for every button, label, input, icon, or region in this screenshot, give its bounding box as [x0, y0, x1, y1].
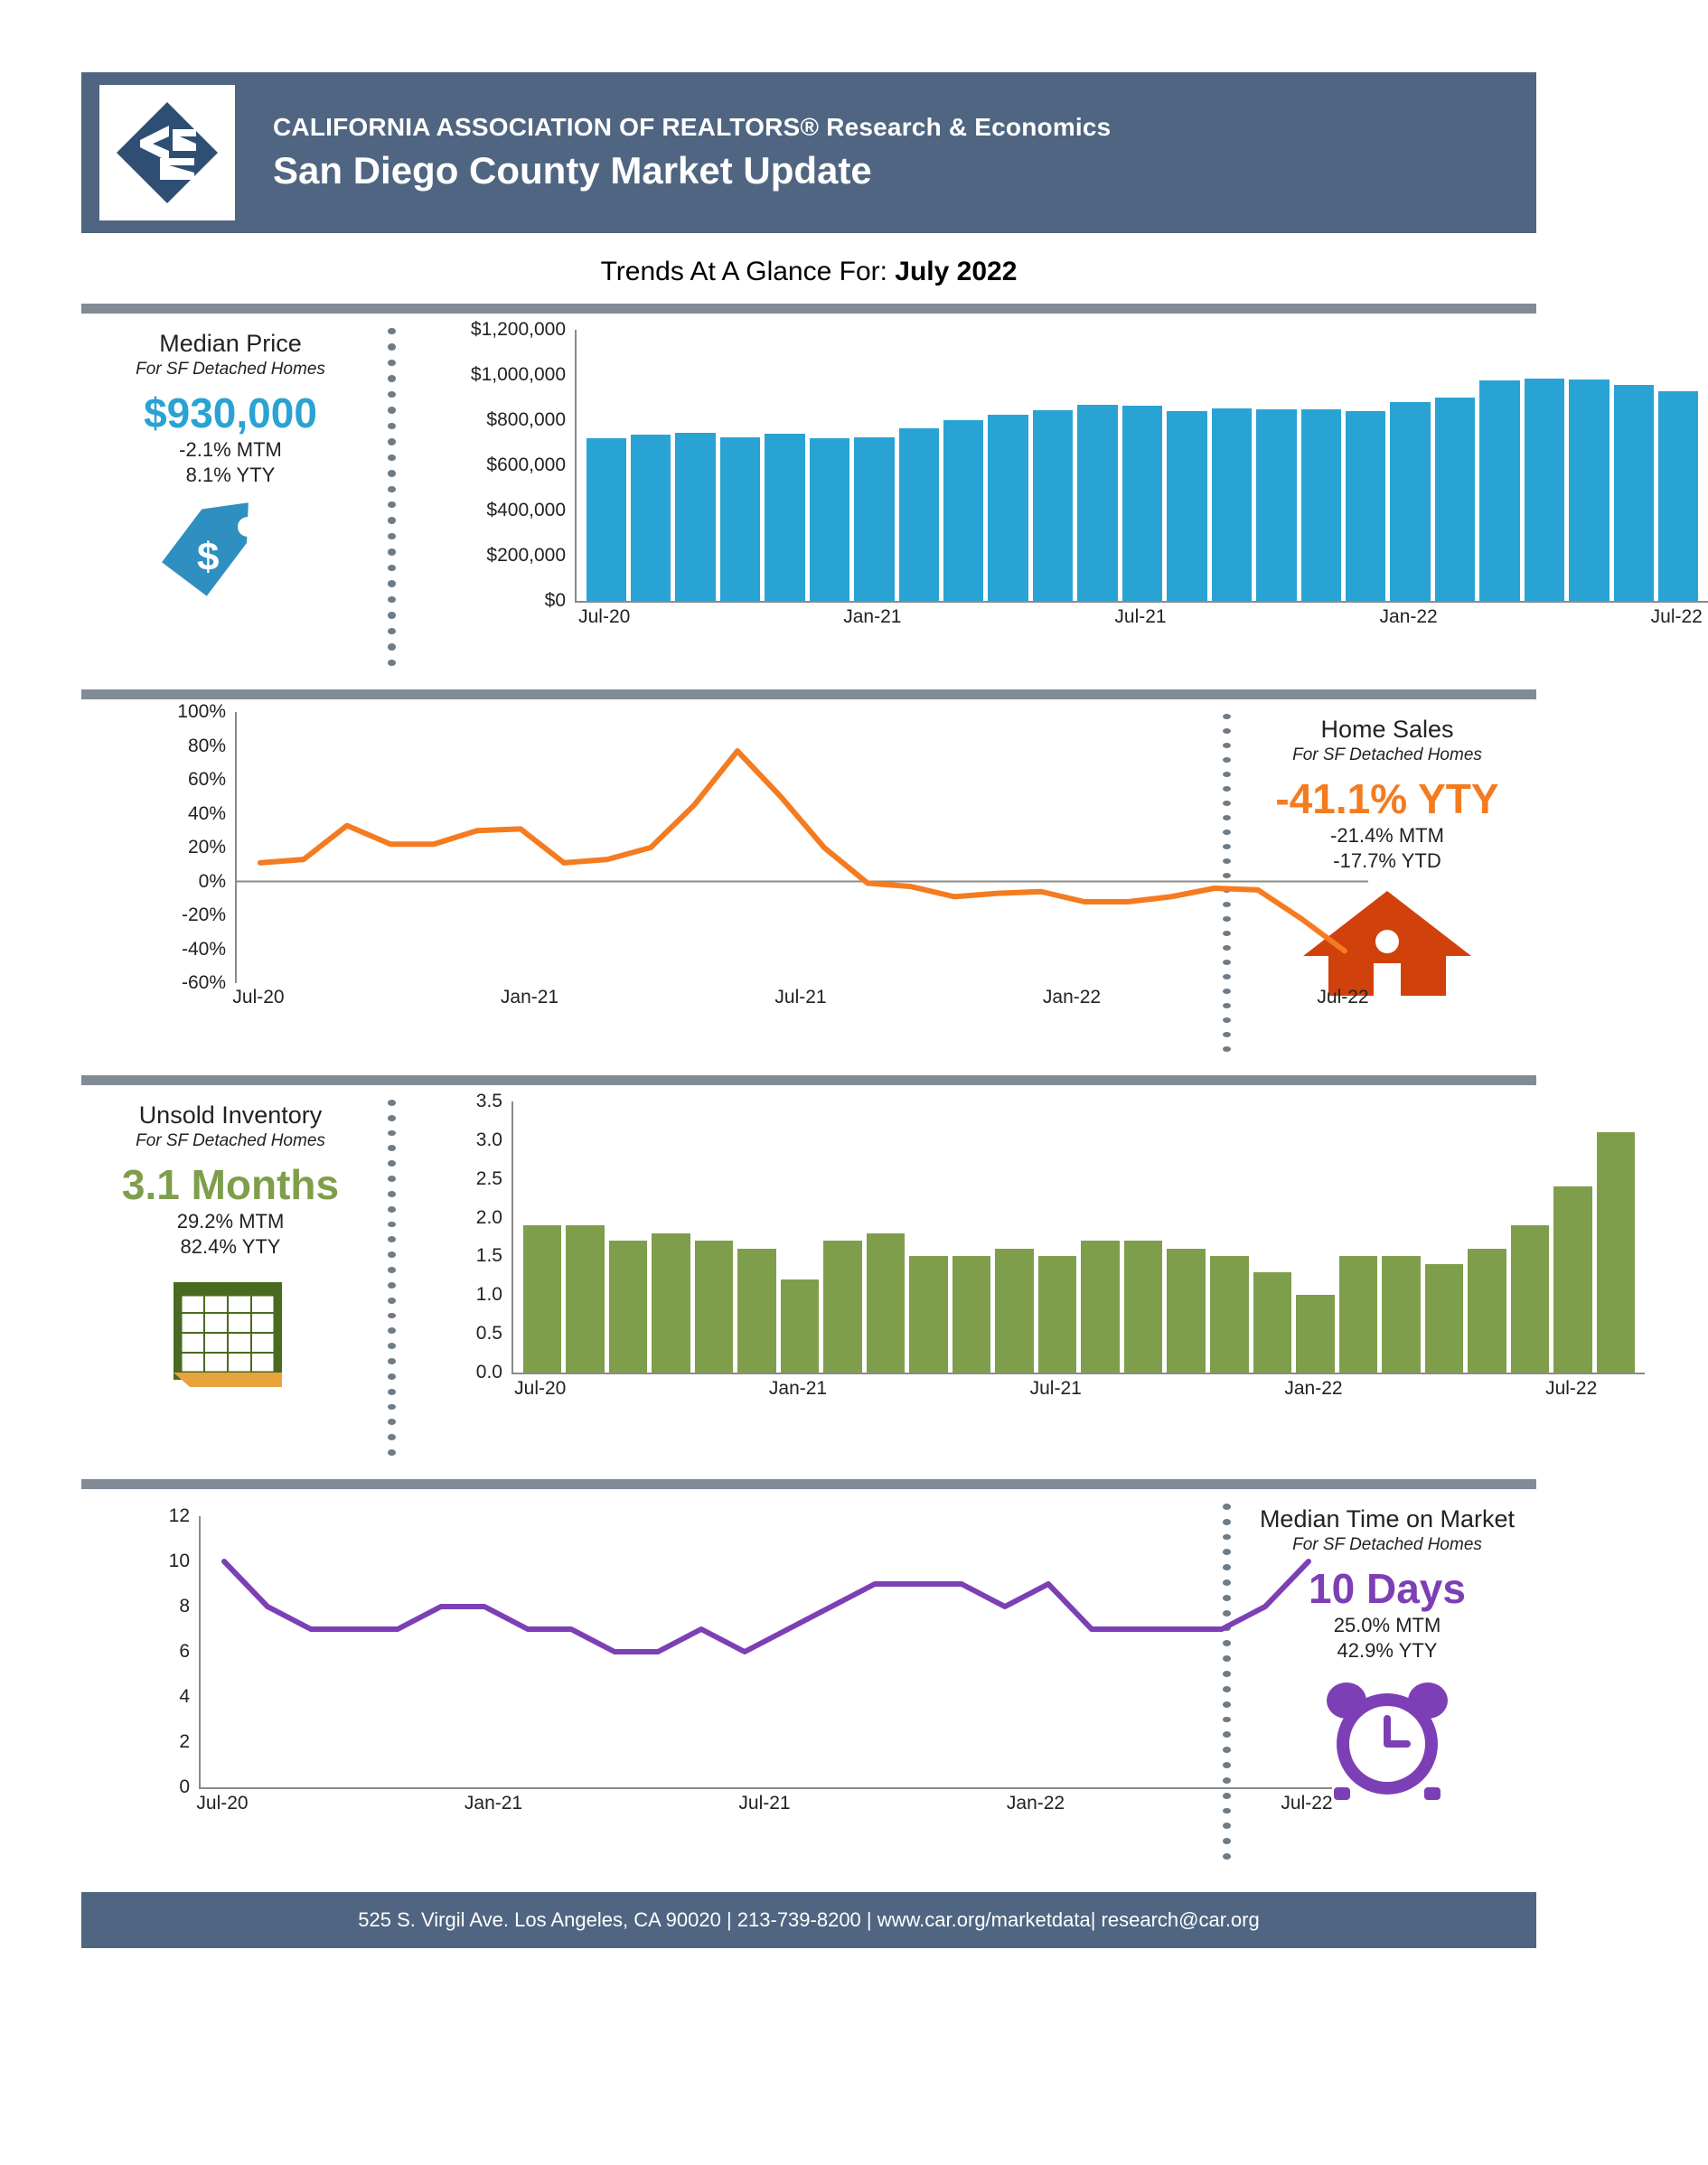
bar [1346, 411, 1385, 602]
unsold-inventory-chart [403, 1085, 1598, 1465]
home-sales-chart [81, 699, 1369, 1061]
bar [995, 1249, 1034, 1373]
bar [1210, 1256, 1249, 1373]
trends-at-a-glance [81, 257, 1536, 287]
unsold-inventory-panel [81, 1085, 380, 1465]
bar [909, 1256, 948, 1373]
bar [854, 437, 894, 601]
bar [1167, 411, 1206, 601]
y-axis-tick: 6 [179, 1641, 190, 1662]
bar [1033, 410, 1073, 601]
bar [1077, 405, 1117, 602]
car-diamond-logo-icon [113, 98, 221, 207]
car-logo [99, 85, 235, 220]
bar [720, 437, 760, 601]
section-divider-4 [81, 1479, 1536, 1489]
price-tag-icon [81, 500, 380, 608]
y-axis-tick: 100% [177, 701, 226, 722]
bar [1468, 1249, 1506, 1373]
y-axis-tick: 40% [187, 802, 226, 824]
x-axis-tick: Jul-21 [774, 987, 827, 1008]
y-axis-tick: 0.0 [475, 1362, 502, 1382]
bar [1435, 398, 1475, 601]
bar [781, 1279, 820, 1373]
x-axis-tick: Jul-20 [578, 606, 631, 627]
bar [631, 435, 671, 601]
line-series [201, 1516, 1332, 1787]
bar [609, 1241, 648, 1373]
x-axis-tick: Jul-22 [1281, 1793, 1333, 1814]
x-axis-tick: Jan-21 [500, 987, 559, 1008]
dotted-divider-3 [380, 1085, 403, 1465]
bar [1301, 409, 1341, 602]
y-axis-tick: 1.0 [475, 1284, 502, 1306]
time-on-market-title: Median Time on Market [1259, 1505, 1516, 1532]
x-axis-tick: Jul-22 [1545, 1378, 1598, 1399]
y-axis-tick: 80% [187, 735, 226, 756]
bar [1390, 402, 1430, 601]
home-sales-mtm: -21.4% MTM [1330, 824, 1444, 847]
median-price-yty: 8.1% YTY [185, 463, 276, 486]
bar [1511, 1225, 1550, 1373]
bar [566, 1225, 605, 1373]
bar [1553, 1186, 1592, 1373]
trends-prefix: Trends At A Glance For: [600, 257, 896, 286]
x-axis-tick: Jul-21 [1029, 1378, 1082, 1399]
unsold-inventory-title: Unsold Inventory [138, 1101, 323, 1129]
bar [1525, 379, 1564, 601]
bar [1253, 1272, 1292, 1373]
bar [1256, 409, 1296, 602]
y-axis-tick: $1,000,000 [470, 364, 566, 385]
x-axis-tick: Jul-21 [1114, 606, 1167, 627]
y-axis-tick: 12 [168, 1505, 190, 1526]
y-axis-tick: 2.5 [475, 1167, 502, 1189]
bar [1614, 385, 1654, 602]
y-axis-tick: $1,200,000 [470, 319, 566, 340]
bar [867, 1233, 906, 1373]
bar [1597, 1132, 1636, 1373]
unsold-inventory-value: 3.1 Months [121, 1161, 340, 1208]
bar [1658, 391, 1698, 602]
time-on-market-chart [81, 1489, 1333, 1869]
y-axis-tick: 2 [179, 1731, 190, 1752]
y-axis-tick: $800,000 [486, 409, 566, 430]
median-price-chart [403, 314, 1703, 675]
x-axis-tick: Jul-20 [232, 987, 285, 1008]
y-axis-tick: 4 [179, 1686, 190, 1707]
x-axis-tick: Jan-22 [1284, 1378, 1343, 1399]
y-axis-tick: 8 [179, 1596, 190, 1617]
calendar-icon [81, 1271, 380, 1393]
unsold-inventory-section [81, 1085, 1598, 1465]
home-sales-subtitle: For SF Detached Homes [1292, 745, 1482, 764]
y-axis-tick: 0.5 [475, 1323, 502, 1345]
header-report-title: San Diego County Market Update [273, 149, 872, 192]
bar [1339, 1256, 1378, 1373]
bar [899, 428, 939, 601]
bar [1382, 1256, 1421, 1373]
x-axis-tick: Jul-22 [1650, 606, 1703, 627]
section-divider-1 [81, 304, 1536, 314]
x-axis-tick: Jan-22 [1006, 1793, 1065, 1814]
bar [1124, 1241, 1163, 1373]
y-axis-tick: $0 [544, 590, 566, 611]
y-axis-tick: $200,000 [486, 545, 566, 566]
section-divider-2 [81, 689, 1536, 699]
time-on-market-value: 10 Days [1309, 1565, 1466, 1612]
bar [823, 1241, 862, 1373]
median-price-section [81, 314, 1703, 675]
bar [1212, 408, 1252, 601]
bar [1479, 380, 1519, 601]
unsold-inventory-yty: 82.4% YTY [180, 1234, 281, 1258]
line-series [237, 712, 1368, 983]
y-axis-tick: -40% [181, 938, 226, 960]
x-axis-tick: Jul-22 [1317, 987, 1369, 1008]
median-price-mtm: -2.1% MTM [179, 438, 282, 461]
footer-contact-bar: 525 S. Virgil Ave. Los Angeles, CA 90020 | 213-739-8200 | www.car.org/marketdata| research@car.org [81, 1892, 1536, 1948]
bar [1425, 1264, 1464, 1373]
time-on-market-yty: 42.9% YTY [1337, 1638, 1438, 1662]
bar [675, 433, 715, 601]
bar [765, 434, 804, 602]
x-axis-tick: Jul-21 [738, 1793, 791, 1814]
bar [988, 415, 1028, 601]
time-on-market-mtm: 25.0% MTM [1333, 1614, 1441, 1636]
y-axis-tick: 2.0 [475, 1206, 502, 1228]
median-price-value: $930,000 [144, 389, 317, 436]
bar [737, 1249, 776, 1373]
median-price-subtitle: For SF Detached Homes [136, 360, 325, 379]
x-axis-tick: Jan-21 [464, 1793, 523, 1814]
median-price-title: Median Price [159, 330, 302, 357]
y-axis-tick: $600,000 [486, 455, 566, 475]
page-header [81, 72, 1536, 233]
bar [587, 438, 626, 602]
time-on-market-section [81, 1489, 1536, 1869]
bar [810, 438, 849, 602]
y-axis-tick: 60% [187, 769, 226, 790]
x-axis-tick: Jul-20 [514, 1378, 567, 1399]
y-axis-tick: -60% [181, 972, 226, 993]
bar [1569, 380, 1609, 602]
x-axis-tick: Jan-21 [768, 1378, 828, 1399]
bar [652, 1233, 690, 1373]
home-sales-title: Home Sales [1320, 716, 1454, 743]
bar [1081, 1241, 1120, 1373]
bar [523, 1225, 562, 1373]
header-text-block [273, 113, 1111, 192]
bar [943, 420, 983, 601]
header-org-title: CALIFORNIA ASSOCIATION OF REALTORS® Research & Economics [273, 113, 1112, 141]
x-axis-tick: Jul-20 [196, 1793, 249, 1814]
x-axis-tick: Jan-21 [843, 606, 902, 627]
y-axis-tick: $400,000 [486, 500, 566, 520]
bar [1167, 1249, 1206, 1373]
bar [695, 1241, 734, 1373]
home-sales-ytd: -17.7% YTD [1333, 848, 1441, 872]
unsold-inventory-subtitle: For SF Detached Homes [136, 1131, 325, 1150]
y-axis-tick: 3.5 [475, 1091, 502, 1111]
bar-series [577, 330, 1708, 601]
trends-period: July 2022 [895, 257, 1018, 286]
home-sales-value: -41.1% YTY [1275, 775, 1499, 822]
y-axis-tick: 10 [168, 1551, 190, 1571]
y-axis-tick: 20% [187, 837, 226, 858]
y-axis-tick: 3.0 [475, 1129, 502, 1150]
market-update-page [0, 72, 1703, 2165]
y-axis-tick: 1.5 [475, 1245, 502, 1267]
y-axis-tick: 0% [198, 870, 226, 892]
section-divider-3 [81, 1075, 1536, 1085]
time-on-market-subtitle: For SF Detached Homes [1292, 1535, 1482, 1554]
bar [953, 1256, 991, 1373]
y-axis-tick: 0 [179, 1776, 190, 1797]
median-price-panel [81, 314, 380, 675]
x-axis-tick: Jan-22 [1379, 606, 1438, 627]
bar [1122, 406, 1162, 601]
x-axis-tick: Jan-22 [1042, 987, 1102, 1008]
bar [1038, 1256, 1077, 1373]
y-axis-tick: -20% [181, 904, 226, 925]
unsold-inventory-mtm: 29.2% MTM [176, 1210, 285, 1232]
home-sales-section [81, 699, 1536, 1061]
bar [1296, 1295, 1335, 1373]
svg-text:$: $ [197, 535, 220, 579]
bar-series [513, 1101, 1645, 1373]
dotted-divider-1 [380, 314, 403, 675]
